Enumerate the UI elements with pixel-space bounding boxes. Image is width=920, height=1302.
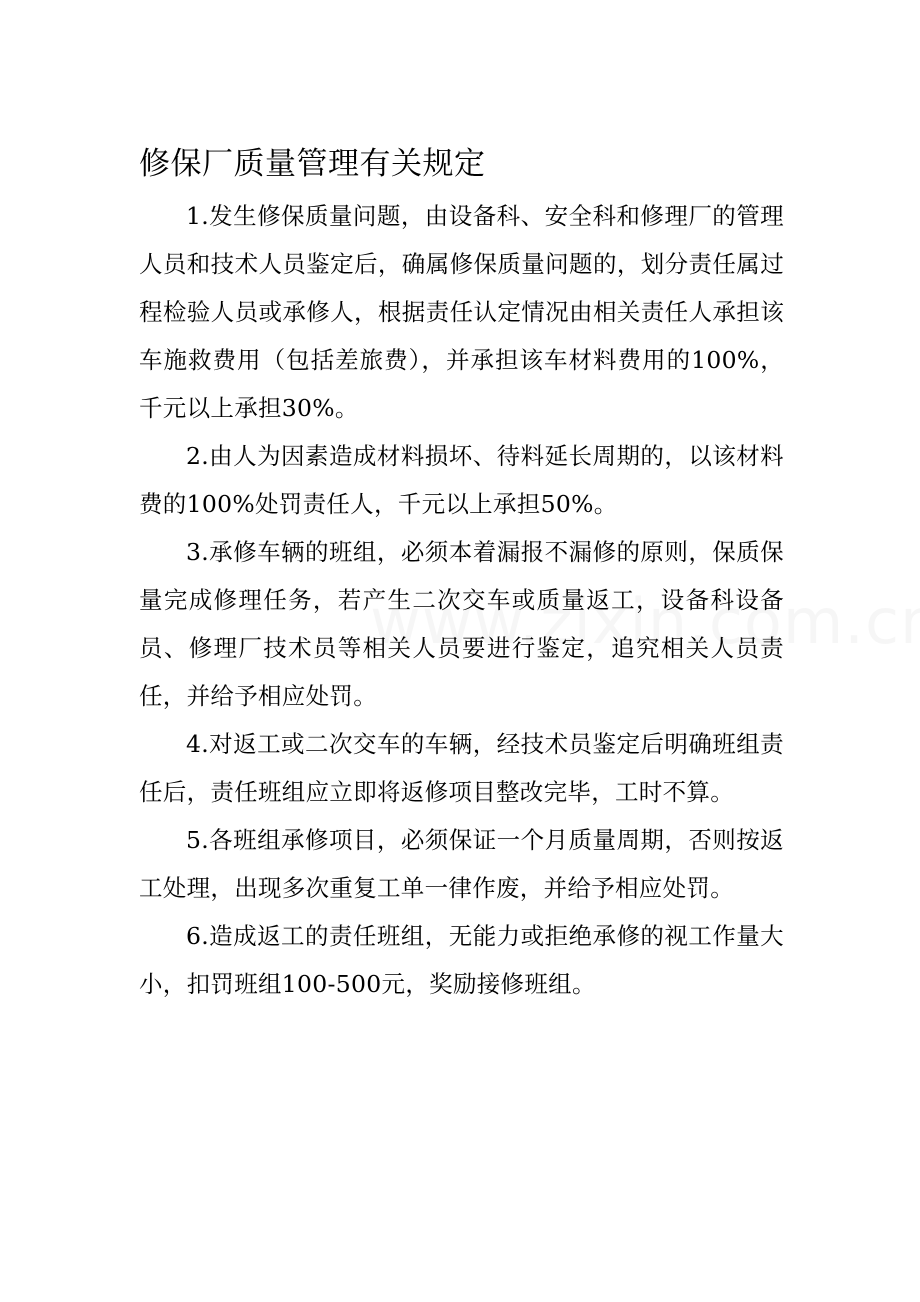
paragraph-3: 3.承修车辆的班组，必须本着漏报不漏修的原则，保质保量完成修理任务，若产生二次交车或质量返工，设备科设备员、修理厂技术员等相关人员要进行鉴定，追究相关人员责任，并给予相应处罚。	[139, 538, 784, 710]
paragraph-1: 1.发生修保质量问题，由设备科、安全科和修理厂的管理人员和技术人员鉴定后，确属修保质量问题的，划分责任属过程检验人员或承修人，根据责任认定情况由相关责任人承担该车施救费用（包括差旅费），并承担该车材料费用的100%，千元以上承担30%。	[139, 202, 784, 422]
document-title: 修保厂质量管理有关规定	[139, 146, 486, 182]
paragraph-6: 6.造成返工的责任班组，无能力或拒绝承修的视工作量大小，扣罚班组100-500元，奖励接修班组。	[139, 922, 784, 998]
document-page	[139, 140, 784, 1008]
paragraph-4: 4.对返工或二次交车的车辆，经技术员鉴定后明确班组责任后，责任班组应立即将返修项目整改完毕，工时不算。	[139, 730, 784, 806]
paragraph-2: 2.由人为因素造成材料损坏、待料延长周期的，以该材料费的100%处罚责任人，千元以上承担50%。	[139, 442, 784, 518]
paragraph-5: 5.各班组承修项目，必须保证一个月质量周期，否则按返工处理，出现多次重复工单一律作废，并给予相应处罚。	[139, 826, 784, 902]
